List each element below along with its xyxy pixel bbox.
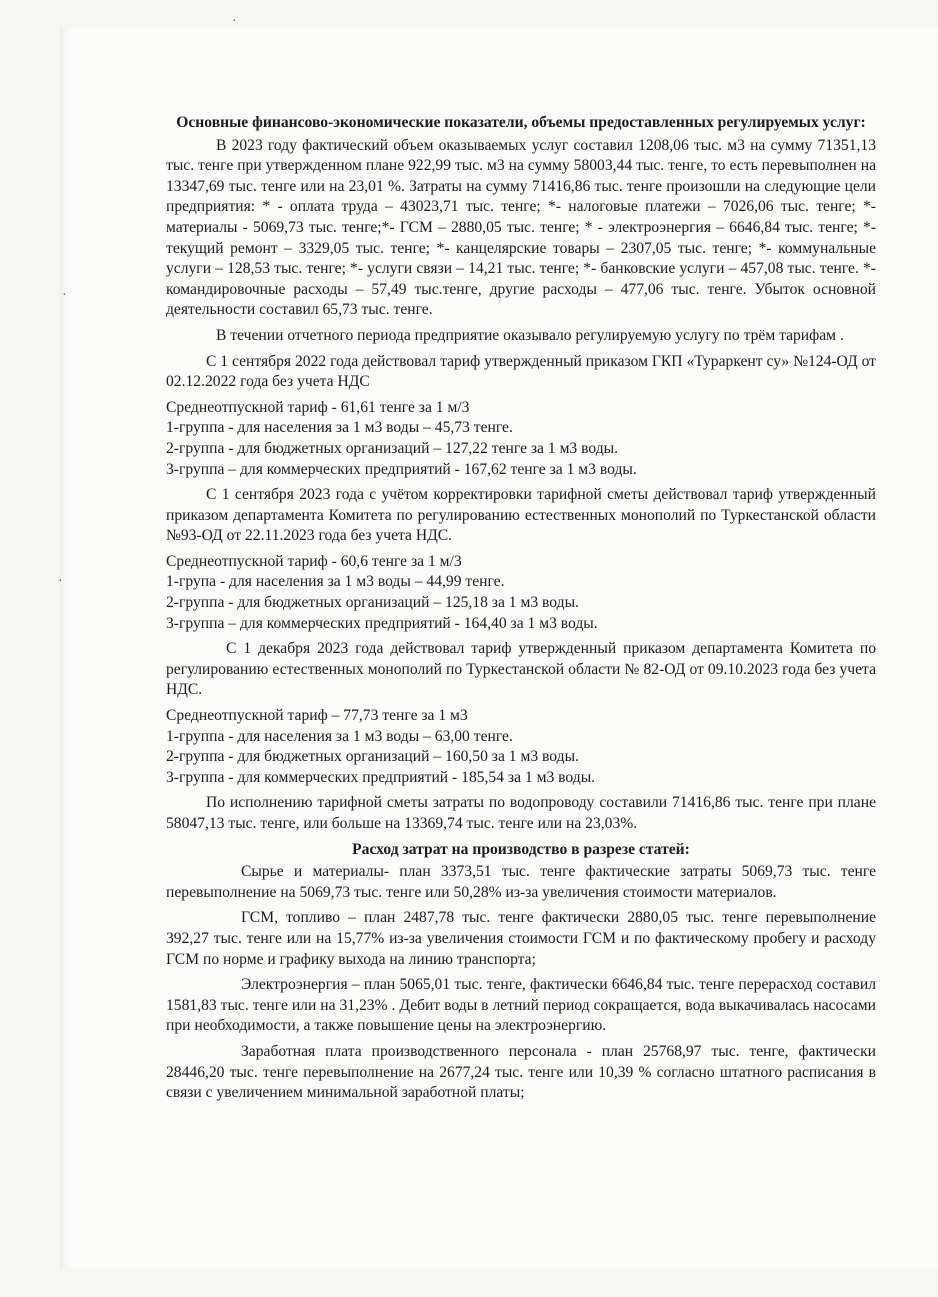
tariff-3-average: Среднеотпускной тариф – 77,73 тенге за 1 м3 (166, 707, 468, 725)
tariff-3-intro: С 1 декабря 2023 года действовал тариф утвержденный приказом департамента Комитета по регулированию естественных монополий по Туркестанской области № 82-ОД от 09.10.2023 года без учета НДС. (166, 640, 876, 699)
tariff-1-average: Среднеотпускной тариф - 61,61 тенге за 1 м/3 (166, 398, 470, 416)
tariff-1-group-3: 3-группа – для коммерческих предприятий - 167,62 тенге за 1 м3 воды. (166, 460, 637, 478)
tariff-2-intro: С 1 сентября 2023 года с учётом корректировки тарифной сметы действовал тариф утвержденный приказом департамента Комитета по регулированию естественных монополий по Туркестанской области №93-ОД от 22.11.2023 года без учета НДС. (166, 486, 876, 545)
execution-paragraph: По исполнению тарифной сметы затраты по водопроводу составили 71416,86 тыс. тенге при плане 58047,13 тыс. тенге, или больше на 13369,74 тыс. тенге или на 23,03%. (166, 794, 876, 832)
tariff-1-intro: С 1 сентября 2022 года действовал тариф утвержденный приказом ГКП «Тураркент су» №124-ОД от 02.12.2022 года без учета НДС (166, 352, 876, 391)
cost-electricity: Электроэнергия – план 5065,01 тыс. тенге, фактически 6646,84 тыс. тенге перерасход составил 1581,83 тыс. тенге или на 31,23% . Дебит воды в летний период сокращается, вода выкачивалась насосами при необходимости, а также повышение цены на электроэнергию. (166, 976, 876, 1035)
tariff-2-group-2: 2-группа - для бюджетных организаций – 125,18 за 1 м3 воды. (166, 594, 579, 612)
tariff-1-group-2: 2-группа - для бюджетных организаций – 127,22 тенге за 1 м3 воды. (166, 439, 619, 457)
tariff-1-list (166, 398, 876, 480)
tariff-2-group-1: 1-група - для населения за 1 м3 воды – 44,99 тенге. (166, 573, 505, 591)
tariff-3-list (166, 706, 876, 788)
document-body (166, 113, 876, 1109)
scan-speck: · (232, 14, 237, 29)
tariff-3-group-2: 2-группа - для бюджетных организаций – 160,50 за 1 м3 воды. (166, 748, 579, 766)
cost-materials: Сырье и материалы- план 3373,51 тыс. тенге фактические затраты 5069,73 тыс. тенге перевыполнение на 5069,73 тыс. тенге или 50,28% из-за увеличения стоимости материалов. (166, 863, 876, 901)
cost-salary: Заработная плата производственного персонала - план 25768,97 тыс. тенге, фактически 28446,20 тыс. тенге перевыполнение на 2677,24 тыс. тенге или 10,39 % согласно штатного расписания в связи с увеличением минимальной заработной платы; (166, 1042, 876, 1102)
tariff-1-group-1: 1-группа - для населения за 1 м3 воды – 45,73 тенге. (166, 419, 513, 437)
summary-paragraph: В 2023 году фактический объем оказываемых услуг составил 1208,06 тыс. м3 на сумму 71351,13 тыс. тенге при утвержденном плане 922,99 тыс. м3 на сумму 58003,44 тыс. тенге, то есть перевыполнен на 13347,69 тыс. тенге или на 23,01 %. Затраты на сумму 71416,86 тыс. тенге произошли на следующие цели предприятия: * - оплата труда – 43023,71 тыс. тенге; *- налоговые платежи – 7026,06 тыс. тенге; *- материалы - 5069,73 тыс. тенге;*- ГСМ – 2880,05 тыс. тенге; * - электроэнергия – 6646,84 тыс. тенге; *-текущий ремонт – 3329,05 тыс. тенге; *- канцелярские товары – 2307,05 тыс. тенге; *- коммунальные услуги – 128,53 тыс. тенге; *- услуги связи – 14,21 тыс. тенге; *- банковские услуги – 457,08 тыс. тенге. *- командировочные расходы – 57,49 тыс.тенге, другие расходы – 477,06 тыс. тенге. Убыток основной деятельности составил 65,73 тыс. тенге. (166, 136, 876, 319)
costs-heading: Расход затрат на производство в разрезе статей: (352, 840, 690, 858)
tariff-2-list (166, 552, 876, 634)
tariffs-intro: В течении отчетного периода предприятие оказывало регулируемую услугу по трём тарифам . (216, 326, 844, 344)
scan-speck: · (62, 288, 67, 303)
scan-speck: · (58, 574, 63, 589)
tariff-2-group-3: 3-группа – для коммерческих предприятий - 164,40 за 1 м3 воды. (166, 614, 598, 632)
tariff-3-group-3: 3-группа - для коммерческих предприятий - 185,54 за 1 м3 воды. (166, 768, 596, 786)
cost-fuel: ГСМ, топливо – план 2487,78 тыс. тенге фактически 2880,05 тыс. тенге перевыполнение 392,27 тыс. тенге или на 15,77% из-за увеличения стоимости ГСМ и по фактическому пробегу и расходу ГСМ по норме и графику выхода на линию транспорта; (166, 909, 876, 968)
document-title: Основные финансово-экономические показатели, объемы предоставленных регулируемых услуг: (176, 114, 866, 131)
tariff-2-average: Среднеотпускной тариф - 60,6 тенге за 1 м/3 (166, 552, 462, 570)
tariff-3-group-1: 1-группа - для населения за 1 м3 воды – 63,00 тенге. (166, 727, 513, 745)
